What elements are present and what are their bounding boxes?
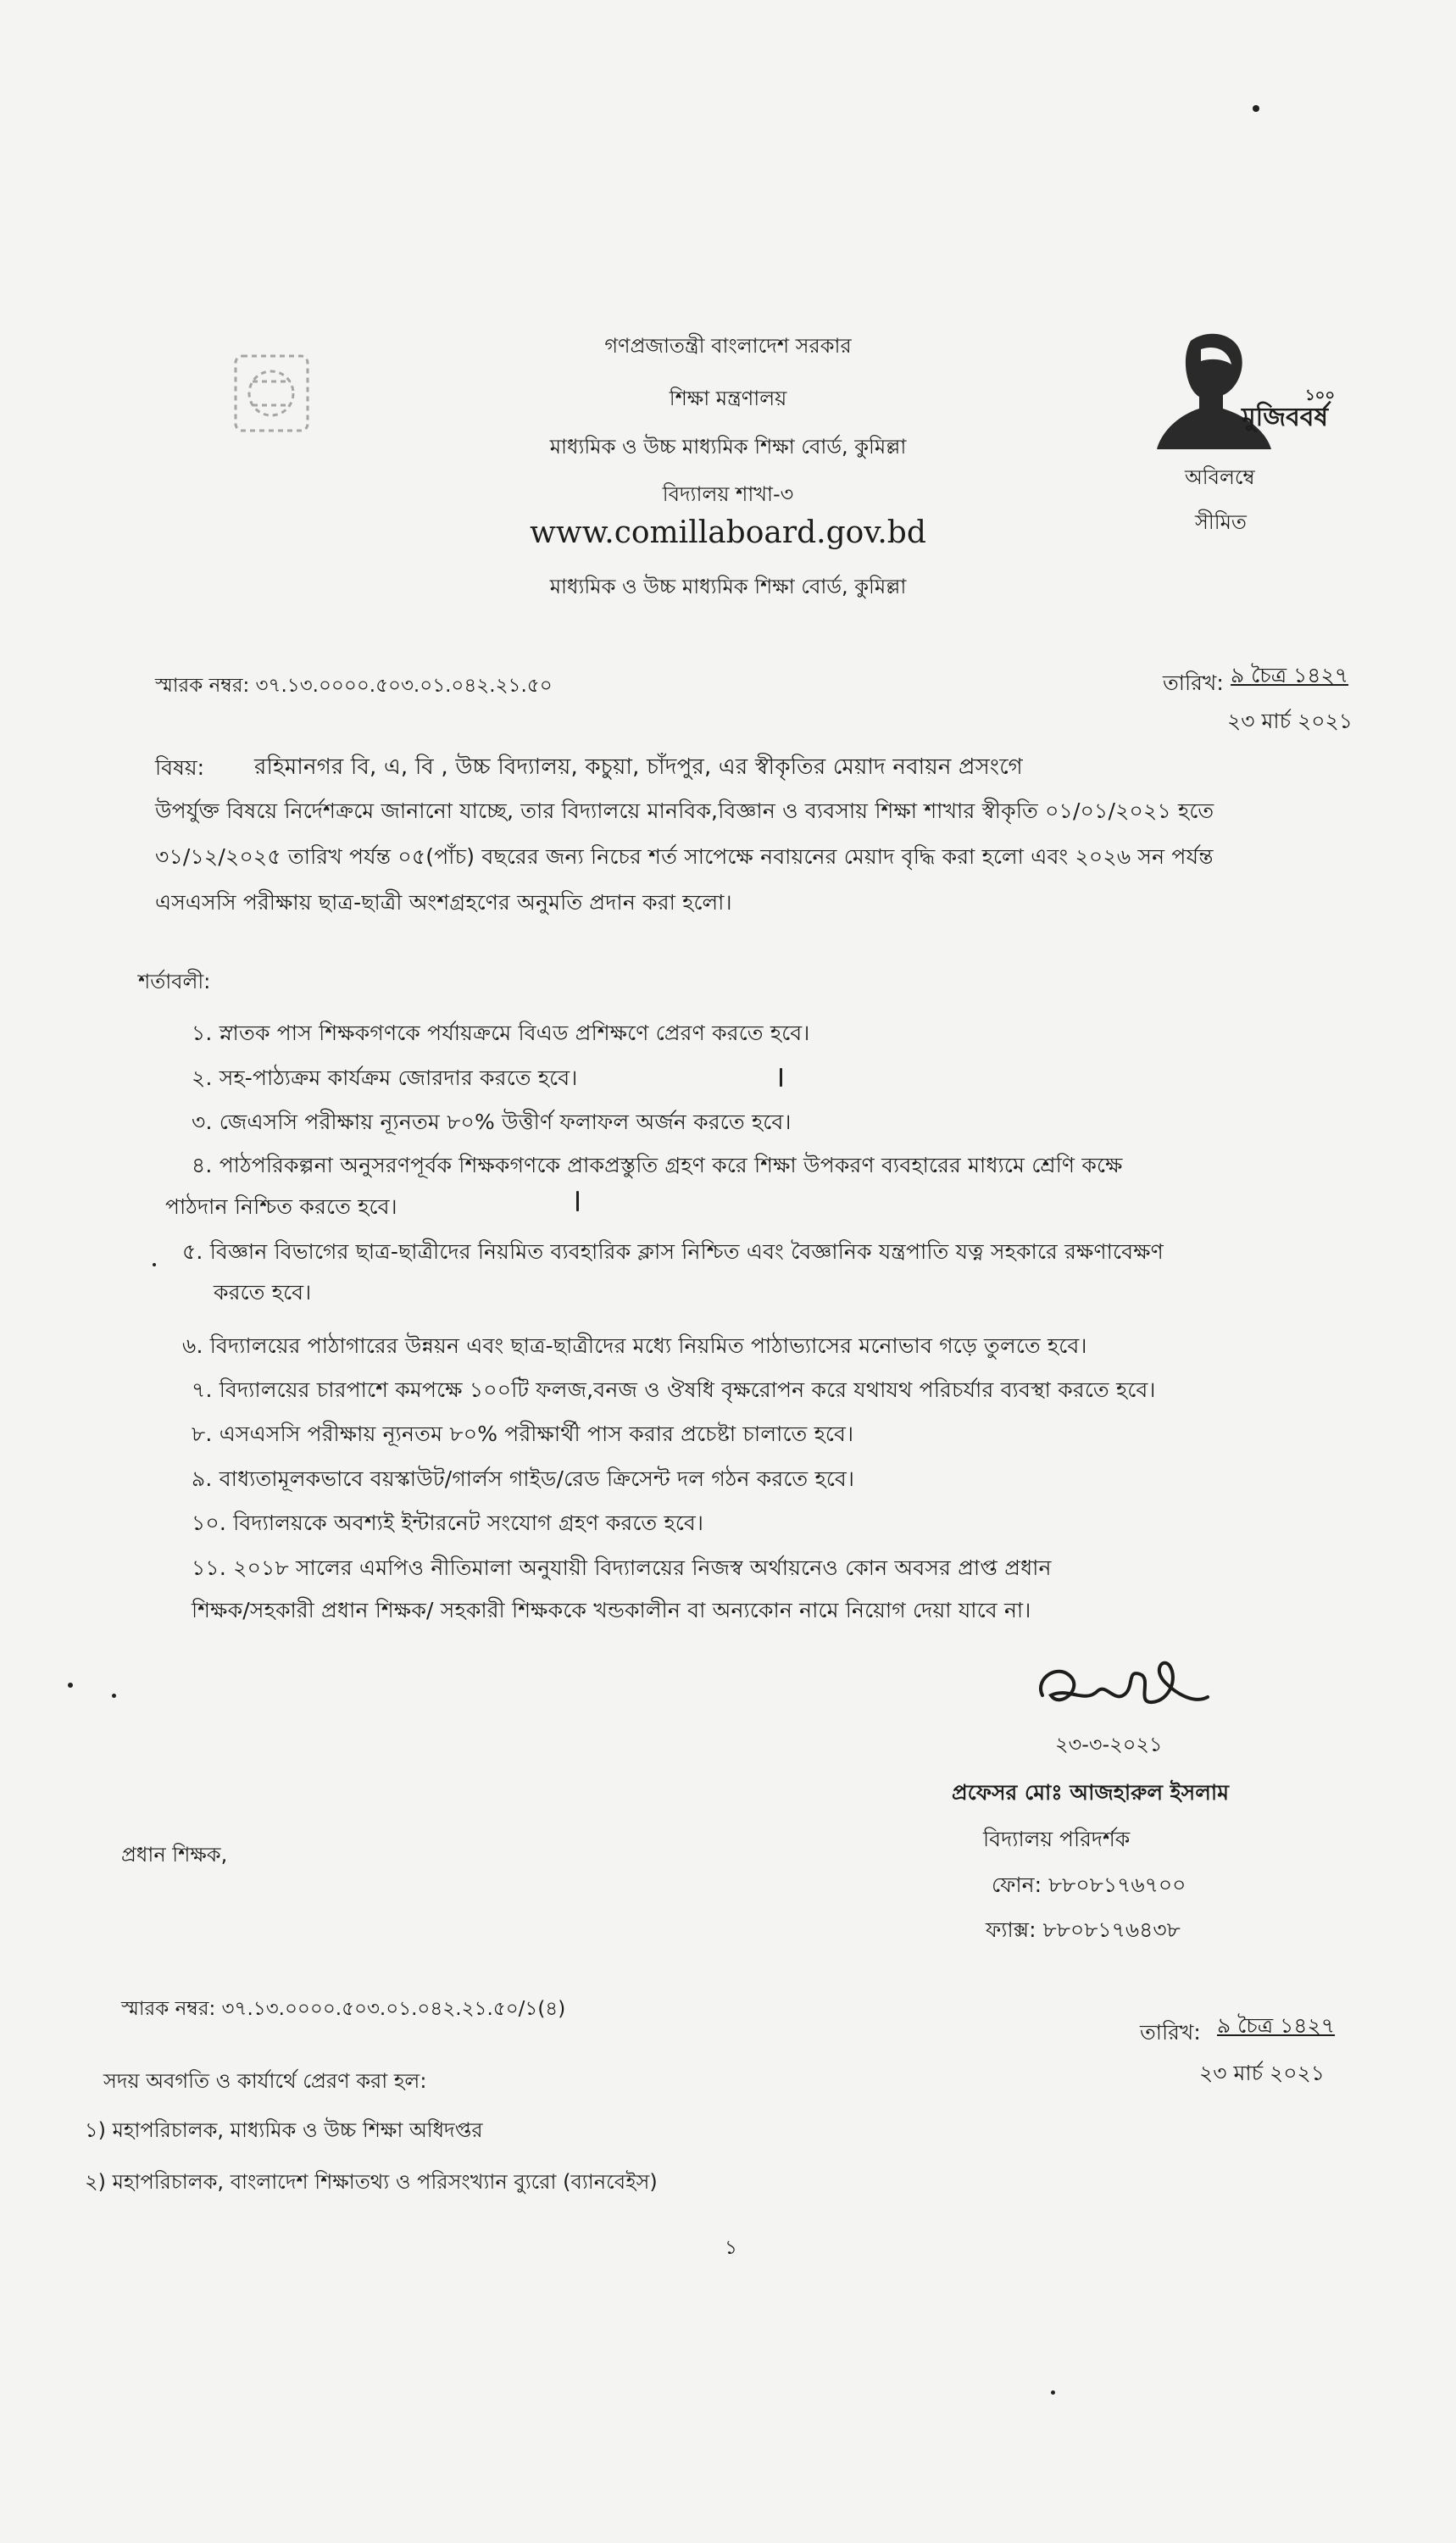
recipient: প্রধান শিক্ষক,: [121, 1843, 228, 1867]
mujib-emblem-icon: [1140, 324, 1352, 451]
svg-text:১০০: ১০০: [1305, 387, 1336, 404]
memo-date-bangla: ৯ চৈত্র ১৪২৭: [1231, 663, 1349, 687]
copy-memo-date-english: ২৩ মার্চ ২০২১: [1199, 2061, 1325, 2085]
condition-6: ৬. বিদ্যালয়ের পাঠাগারের উন্নয়ন এবং ছাত্র-ছাত্রীদের মধ্যে নিয়মিত পাঠাভ্যাসের মনোভাব গড়ে তুলতে হবে।: [182, 1333, 1087, 1358]
copy-item-2: ২) মহাপরিচালক, বাংলাদেশ শিক্ষাতথ্য ও পরিসংখ্যান ব্যুরো (ব্যানবেইস): [85, 2170, 658, 2194]
board-subtitle: মাধ্যমিক ও উচ্চ মাধ্যমিক শিক্ষা বোর্ড, কুমিল্লা: [549, 575, 907, 598]
svg-text:মুজিববর্ষ: মুজিববর্ষ: [1242, 403, 1329, 432]
condition-5-line-1: ৫. বিজ্ঞান বিভাগের ছাত্র-ছাত্রীদের নিয়মিত ব্যবহারিক ক্লাস নিশ্চিত এবং বৈজ্ঞানিক যন্ত্রপাতি যত্ন সহকারে রক্ষণাবেক্ষণ: [182, 1239, 1164, 1264]
signatory-phone: ফোন: ৮৮০৮১৭৬৭০০: [992, 1872, 1186, 1897]
scan-speck: [780, 1068, 782, 1087]
scan-speck: [112, 1694, 116, 1698]
condition-5-line-2: করতে হবে।: [214, 1280, 312, 1305]
condition-2: ২. সহ-পাঠ্যক্রম কার্যক্রম জোরদার করতে হবে।: [192, 1066, 578, 1090]
urgent-tag: অবিলম্বে: [1185, 465, 1255, 489]
website-url: www.comillaboard.gov.bd: [530, 515, 926, 550]
condition-8: ৮. এসএসসি পরীক্ষায় ন্যূনতম ৮০% পরীক্ষার্থী পাস করার প্রচেষ্টা চালাতে হবে।: [192, 1422, 854, 1446]
board-title: মাধ্যমিক ও উচ্চ মাধ্যমিক শিক্ষা বোর্ড, কুমিল্লা: [549, 435, 907, 459]
condition-7: ৭. বিদ্যালয়ের চারপাশে কমপক্ষে ১০০টি ফলজ,বনজ ও ঔষধি বৃক্ষরোপন করে যথাযথ পরিচর্যার ব্যবস্থা করতে হবে।: [192, 1377, 1156, 1402]
condition-11-line-2: শিক্ষক/সহকারী প্রধান শিক্ষক/ সহকারী শিক্ষককে খন্ডকালীন বা অন্যকোন নামে নিয়োগ দেয়া যাবে না।: [192, 1598, 1031, 1622]
intro-line-2: ৩১/১২/২০২৫ তারিখ পর্যন্ত ০৫(পাঁচ) বছরের জন্য নিচের শর্ত সাপেক্ষে নবায়নের মেয়াদ বৃদ্ধি করা হলো এবং ২০২৬ সন পর্যন্ত: [155, 844, 1214, 869]
copy-memo-date-bangla: ৯ চৈত্র ১৪২৭: [1217, 2013, 1336, 2038]
memo-date-english: ২৩ মার্চ ২০২১: [1227, 709, 1353, 733]
intro-line-3: এসএসসি পরীক্ষায় ছাত্র-ছাত্রী অংশগ্রহণের অনুমতি প্রদান করা হলো।: [155, 890, 732, 915]
copy-memo-number: স্মারক নম্বর: ৩৭.১৩.০০০০.৫০৩.০১.০৪২.২১.৫০/১(৪): [121, 1998, 566, 2020]
scan-speck: [153, 1263, 156, 1266]
condition-10: ১০. বিদ্যালয়কে অবশ্যই ইন্টারনেট সংযোগ গ্রহণ করতে হবে।: [192, 1511, 704, 1535]
signature-date: ২৩-৩-২০২১: [1055, 1733, 1163, 1756]
scan-speck: [68, 1683, 73, 1688]
subject-text: রহিমানগর বি, এ, বি , উচ্চ বিদ্যালয়, কচুয়া, চাঁদপুর, এর স্বীকৃতির মেয়াদ নবায়ন প্রসংগে: [254, 754, 1023, 780]
signatory-designation: বিদ্যালয় পরিদর্শক: [983, 1827, 1131, 1851]
intro-line-1: উপর্যুক্ত বিষয়ে নির্দেশক্রমে জানানো যাচ্ছে, তার বিদ্যালয়ে মানবিক,বিজ্ঞান ও ব্যবসায় শিক্ষা শাখার স্বীকৃতি ০১/০১/২০২১ হতে: [155, 799, 1214, 823]
condition-11-line-1: ১১. ২০১৮ সালের এমপিও নীতিমালা অনুযায়ী বিদ্যালয়ের নিজস্ব অর্থায়নেও কোন অবসর প্রাপ্ত প্রধান: [192, 1555, 1052, 1580]
copy-item-1: ১) মহাপরিচালক, মাধ্যমিক ও উচ্চ শিক্ষা অধিদপ্তর: [85, 2118, 483, 2142]
memo-number: স্মারক নম্বর: ৩৭.১৩.০০০০.৫০৩.০১.০৪২.২১.৫০: [155, 675, 553, 697]
restricted-tag: সীমিত: [1195, 510, 1247, 534]
page-number: ১: [725, 2237, 737, 2259]
copy-intro: সদয় অবগতি ও কার্যার্থে প্রেরণ করা হল:: [103, 2069, 427, 2093]
memo-date-label: তারিখ:: [1163, 671, 1224, 695]
signatory-name: প্রফেসর মোঃ আজহারুল ইসলাম: [952, 1780, 1229, 1805]
scan-speck: [576, 1191, 579, 1211]
copy-memo-date-label: তারিখ:: [1140, 2020, 1201, 2045]
conditions-title: শর্তাবলী:: [138, 970, 211, 993]
scan-speck: [1051, 2390, 1055, 2395]
ministry-title: শিক্ষা মন্ত্রণালয়: [669, 387, 787, 410]
condition-4-line-1: ৪. পাঠপরিকল্পনা অনুসরণপূর্বক শিক্ষকগণকে প্রাকপ্রস্তুতি গ্রহণ করে শিক্ষা উপকরণ ব্যবহারের মাধ্যমে শ্রেণি কক্ষে: [192, 1153, 1123, 1177]
subject-label: বিষয়:: [155, 755, 205, 780]
condition-4-line-2: পাঠদান নিশ্চিত করতে হবে।: [165, 1194, 397, 1219]
signature-mark: [1025, 1644, 1220, 1729]
condition-9: ৯. বাধ্যতামূলকভাবে বয়স্কাউট/গার্লস গাইড/রেড ক্রিসেন্ট দল গঠন করতে হবে।: [192, 1466, 855, 1491]
condition-1: ১. স্নাতক পাস শিক্ষকগণকে পর্যায়ক্রমে বিএড প্রশিক্ষণে প্রেরণ করতে হবে।: [192, 1021, 810, 1045]
condition-3: ৩. জেএসসি পরীক্ষায় ন্যূনতম ৮০% উত্তীর্ণ ফলাফল অর্জন করতে হবে।: [192, 1110, 792, 1134]
scan-speck: [1253, 105, 1259, 112]
seal-stamp: [227, 348, 320, 441]
section-title: বিদ্যালয় শাখা-৩: [662, 482, 794, 506]
govt-title: গণপ্রজাতন্ত্রী বাংলাদেশ সরকার: [604, 334, 852, 358]
signatory-fax: ফ্যাক্স: ৮৮০৮১৭৬৪৩৮: [986, 1917, 1181, 1942]
